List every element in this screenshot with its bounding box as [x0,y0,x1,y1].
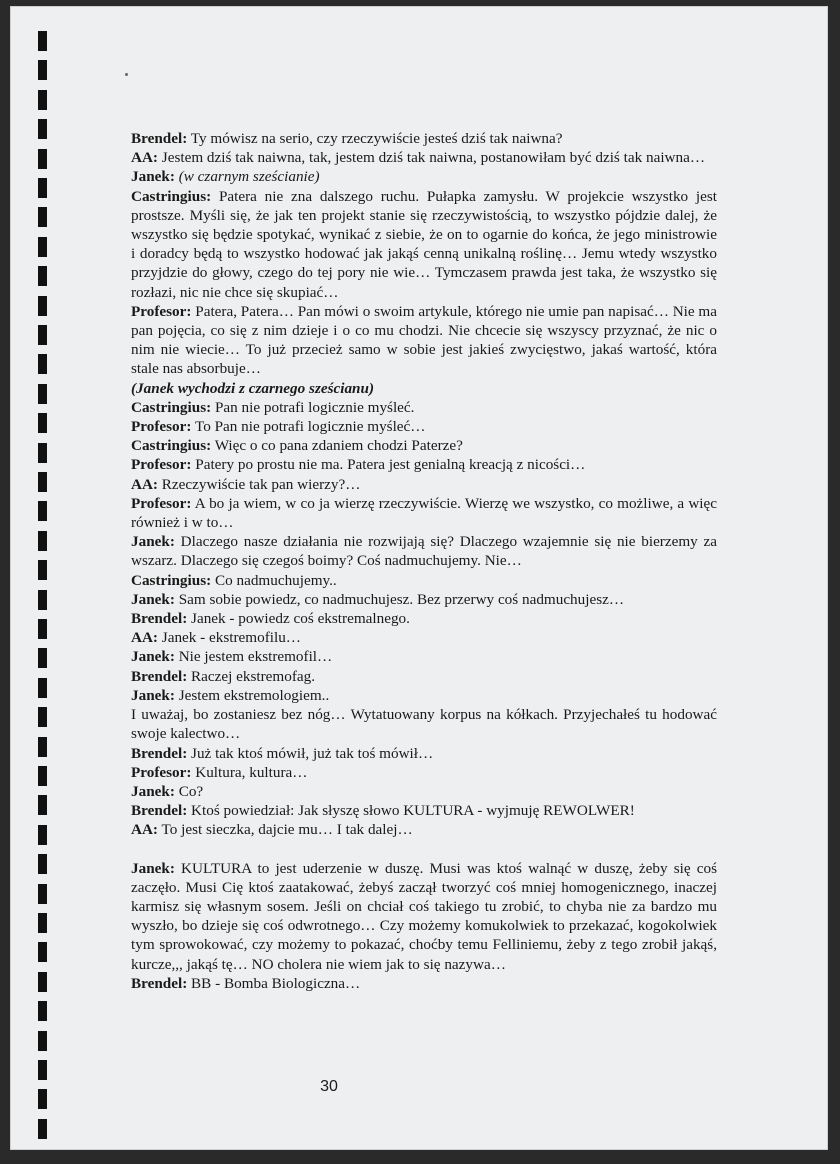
binding-hole [38,1119,47,1139]
stage-direction: (Janek wychodzi z czarnego sześcianu) [131,379,375,397]
speaker-name: Brendel: [131,974,188,992]
speaker-name: Castringius: [131,571,212,589]
line-text: Sam sobie powiedz, co nadmuchujesz. Bez przerwy coś nadmuchujesz… [174,590,625,608]
line-text: Pan nie potrafi logicznie myśleć. [211,398,415,416]
dialogue-line [131,590,717,609]
speaker-name: Brendel: [131,744,188,762]
binding-hole [38,178,47,198]
speaker-name: Janek: [131,686,175,704]
dialogue-line [131,974,717,993]
line-text: Dlaczego nasze działania nie rozwijają się? Dlaczego wzajemnie się nie bierzemy za wszarz. Dlaczego się czegoś boimy? Coś nadmuchujemy. Nie… [131,533,717,570]
speaker-name: Castringius: [131,437,212,455]
speaker-name: Janek: [131,533,175,551]
binding-hole [38,1089,47,1109]
line-text: To Pan nie potrafi logicznie myśleć… [191,418,426,436]
dialogue-line [131,398,717,417]
binding-hole [38,560,47,580]
dialogue-line [131,686,717,705]
speaker-name: AA: [131,475,158,493]
binding-hole [38,266,47,286]
speck [125,73,128,76]
line-text: Ktoś powiedział: Jak słyszę słowo KULTURA - wyjmuję REWOLWER! [187,802,635,820]
speaker-name: Profesor: [131,763,192,781]
binding-hole [38,913,47,933]
line-text: Patera, Patera… Pan mówi o swoim artykule, którego nie umie pan napisać… Nie ma pan pojęcia, co się z nim dzieje i o co mu chodzi. Nie chcecie się wszyscy przyznać, że nic o nim nie wiecie… To już przecież samo w sobie jest jakieś zwycięstwo, jakaś wartość, która stale nas absorbuje… [131,302,717,378]
line-text: Nie jestem ekstremofil… [174,648,333,666]
speaker-name: Profesor: [131,418,192,436]
speaker-name: Janek: [131,648,175,666]
speaker-name: Profesor: [131,302,192,320]
binding-hole [38,325,47,345]
binding-hole [38,1060,47,1080]
line-text: BB - Bomba Biologiczna… [187,974,361,992]
binding-hole [38,207,47,227]
line-text: Patera nie zna dalszego ruchu. Pułapka zamysłu. W projekcie wszystko jest prostsze. Myśli się, że jak ten projekt stanie się rzeczywistością, to wszystko pójdzie dalej, że wszystko się będzie spotykać, wynikać z siebie, że on to ogarnie do końca, że jego ministrowie i doradcy będą to wszystko hodować jak jakąś cenną unikalną roślinę… Jemu wtedy wszystko przyjdzie do głowy, czego do tej pory nie wie… Tymczasem prawda jest taka, że wszystko się rozłazi, nic nie chce się skupiać… [131,187,717,301]
dialogue-line [131,532,717,570]
dialogue-line [131,705,717,743]
binding-hole [38,942,47,962]
dialogue-line [131,494,717,532]
dialogue-line [131,820,717,839]
binding-hole [38,60,47,80]
binding-hole [38,619,47,639]
binding-hole [38,737,47,757]
line-text: Raczej ekstremofag. [187,667,316,685]
binding-hole [38,678,47,698]
binding-hole [38,149,47,169]
line-text: Co? [174,782,204,800]
dialogue-line [131,129,717,148]
speaker-name: Janek: [131,168,175,186]
binding-hole [38,590,47,610]
binding-hole [38,854,47,874]
binding-hole [38,237,47,257]
speaker-name: AA: [131,149,158,167]
binding-hole [38,354,47,374]
binding-hole [38,795,47,815]
binding-hole [38,648,47,668]
dialogue-line [131,379,717,398]
dialogue-line [131,167,717,186]
dialogue-line [131,609,717,628]
binding-hole [38,972,47,992]
dialogue-line [131,667,717,686]
line-text: Patery po prostu nie ma. Patera jest genialną kreacją z nicości… [191,456,586,474]
binding-hole [38,413,47,433]
line-text: Janek - powiedz coś ekstremalnego. [187,610,410,628]
binding-hole [38,825,47,845]
speaker-name: AA: [131,821,158,839]
binding-hole [38,1001,47,1021]
binding-hole [38,707,47,727]
speaker-name: Janek: [131,859,175,877]
line-text: KULTURA to jest uderzenie w duszę. Musi was ktoś walnąć w duszę, żeby się coś zaczęło. Musi Cię ktoś zaatakować, żebyś zaczął tworzyć coś mniej homogenicznego, inaczej karmisz się własnym sosem. Jeśli on chciał coś takiego tu zrobić, to chyba nie za bardzo mu wyszło, bo dzieje się coś odwrotnego… Czy możemy komukolwiek to przekazać, kogokolwiek tym sprowokować, czy możemy to pokazać, choćby temu Felliniemu, żeby z tego zrobił jakąś, kurcze,,, jakąś tę… NO cholera nie wiem jak to się nazywa… [131,859,717,973]
binding-hole [38,472,47,492]
line-text: Już tak ktoś mówił, już tak toś mówił… [187,744,434,762]
binding-hole [38,1031,47,1051]
speaker-name: AA: [131,629,158,647]
binding-hole [38,766,47,786]
speaker-name: Castringius: [131,398,212,416]
binding-hole [38,531,47,551]
dialogue-line [131,801,717,820]
dialogue-line [131,148,717,167]
binding-hole [38,384,47,404]
dialogue-line [131,763,717,782]
dialogue-text [131,129,717,993]
dialogue-line [131,455,717,474]
dialogue-line [131,744,717,763]
speaker-name: Brendel: [131,130,188,147]
line-text: A bo ja wiem, w co ja wierzę rzeczywiście. Wierzę we wszystko, co możliwe, a więc również i w to… [131,494,717,532]
dialogue-line [131,647,717,666]
document-page [10,6,828,1150]
binding-hole [38,884,47,904]
page-number: 30 [320,1078,338,1095]
dialogue-line [131,475,717,494]
speaker-name: Castringius: [131,187,212,205]
line-text: Kultura, kultura… [191,763,308,781]
dialogue-line [131,436,717,455]
binding-hole [38,119,47,139]
speaker-name: Janek: [131,590,175,608]
speaker-name: Janek: [131,782,175,800]
paragraph-gap [131,840,717,859]
speaker-name: Profesor: [131,456,192,474]
line-text: Jestem dziś tak naiwna, tak, jestem dziś tak naiwna, postanowiłam być dziś tak naiwna… [158,149,706,167]
line-text: I uważaj, bo zostaniesz bez nóg… Wytatuowany korpus na kółkach. Przyjechałeś tu hodować swoje kalectwo… [131,706,717,743]
line-text: Co nadmuchujemy.. [211,571,337,589]
line-text: Ty mówisz na serio, czy rzeczywiście jesteś dziś tak naiwna? [187,130,563,147]
binding-hole [38,90,47,110]
binding-hole [38,443,47,463]
speaker-name: Brendel: [131,802,188,820]
binding-hole [38,501,47,521]
line-text: To jest sieczka, dajcie mu… I tak dalej… [158,821,413,839]
binding-hole [38,31,47,51]
dialogue-line [131,782,717,801]
line-text: Jestem ekstremologiem.. [174,686,330,704]
binding-hole [38,296,47,316]
dialogue-line [131,859,717,974]
spiral-binding-holes [38,31,47,1150]
dialogue-line [131,628,717,647]
dialogue-line [131,417,717,436]
line-text: Więc o co pana zdaniem chodzi Paterze? [211,437,463,455]
dialogue-line [131,187,717,302]
line-text: Rzeczywiście tak pan wierzy?… [158,475,361,493]
dialogue-line [131,302,717,379]
dialogue-line [131,571,717,590]
line-text: Janek - ekstremofilu… [158,629,301,647]
speaker-name: Profesor: [131,494,192,512]
speaker-name: Brendel: [131,610,188,628]
speaker-name: Brendel: [131,667,188,685]
stage-direction: (w czarnym sześcianie) [174,168,320,186]
